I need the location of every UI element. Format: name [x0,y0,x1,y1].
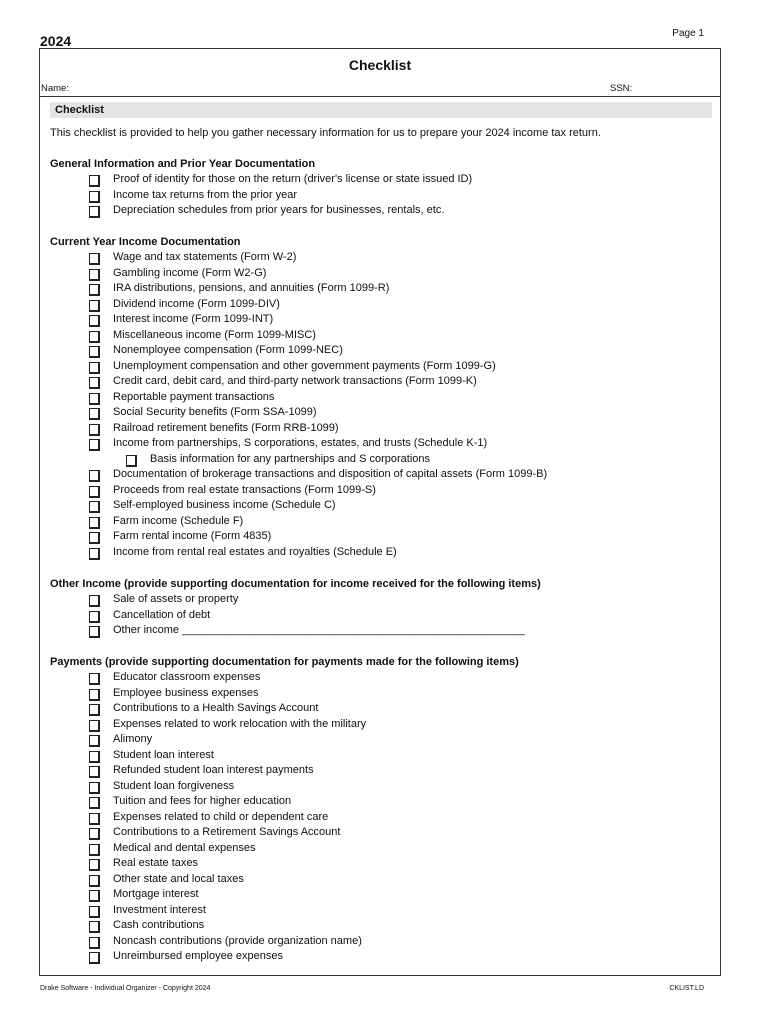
checklist-item [50,686,710,702]
checkbox[interactable] [89,346,100,358]
checklist-item [50,903,710,919]
checklist-item [50,328,710,344]
item-label: Income tax returns from the prior year [113,188,298,201]
item-label: Contributions to a Retirement Savings Account [113,826,341,838]
item-label: Basis information for any partnerships and S corporations [150,452,431,465]
checkbox[interactable] [89,424,100,436]
item-label: Noncash contributions (provide organization name) [113,934,362,947]
item-label: Student loan interest [113,748,214,761]
checklist-item [50,266,710,282]
section-heading: Current Year Income Documentation [50,236,241,248]
item-label: Proceeds from real estate transactions (Form 1099-S) [113,483,376,496]
checklist-form [39,48,721,976]
checkbox[interactable] [89,782,100,794]
footer-form-code: CKLIST.LD [669,985,704,992]
checklist-item [50,934,710,950]
checkbox[interactable] [89,751,100,763]
name-label: Name: [41,83,69,94]
checkbox[interactable] [89,501,100,513]
item-label: Farm rental income (Form 4835) [113,530,272,542]
item-label: Social Security benefits (Form SSA-1099) [113,406,317,418]
item-label: Student loan forgiveness [113,779,235,792]
checklist-item [50,203,710,219]
checkbox[interactable] [89,735,100,747]
item-label: Real estate taxes [113,857,198,869]
checkbox[interactable] [89,269,100,281]
checkbox[interactable] [89,408,100,420]
checkbox[interactable] [89,813,100,825]
checklist-item [50,717,710,733]
checkbox[interactable] [89,253,100,265]
section-banner: Checklist [50,102,712,118]
item-label: Farm income (Schedule F) [113,514,244,527]
checklist-item [50,623,710,639]
checklist-item [50,514,710,530]
section-payments [50,655,710,965]
checklist-item [50,918,710,934]
checkbox[interactable] [89,362,100,374]
item-label: Contributions to a Health Savings Account [113,702,319,714]
checkbox[interactable] [89,548,100,560]
checklist-item [50,281,710,297]
item-label: Educator classroom expenses [113,671,261,683]
checkbox[interactable] [89,952,100,964]
item-label: Interest income (Form 1099-INT) [113,313,274,325]
checkbox[interactable] [89,439,100,451]
checkbox[interactable] [89,921,100,933]
section-heading: Payments (provide supporting documentation for payments made for the following items) [50,656,519,668]
checkbox[interactable] [89,844,100,856]
item-label: Sale of assets or property [113,593,239,605]
checklist-item [50,467,710,483]
checklist-item [50,748,710,764]
item-label: Dividend income (Form 1099-DIV) [113,297,280,310]
checkbox[interactable] [89,906,100,918]
checklist-item [50,436,710,452]
checkbox[interactable] [89,284,100,296]
checklist-item [50,297,710,313]
checklist-item [50,592,710,608]
checklist-item [50,856,710,872]
checkbox[interactable] [89,890,100,902]
checklist-item [50,701,710,717]
item-label: Expenses related to child or dependent care [113,810,329,823]
checklist-item [50,763,710,779]
checkbox[interactable] [89,689,100,701]
checklist-item [50,359,710,375]
checkbox[interactable] [89,673,100,685]
checklist-sub-item [50,452,710,468]
item-label: Cancellation of debt [113,608,211,621]
checkbox[interactable] [89,704,100,716]
checkbox[interactable] [126,455,137,467]
checklist-item [50,172,710,188]
checkbox[interactable] [89,486,100,498]
item-label: Railroad retirement benefits (Form RRB-1099) [113,421,339,434]
checklist-item [50,887,710,903]
item-label: Gambling income (Form W2-G) [113,266,267,279]
checkbox[interactable] [89,797,100,809]
checklist-item [50,794,710,810]
item-label: Employee business expenses [113,686,259,699]
checkbox[interactable] [89,206,100,218]
item-label: Mortgage interest [113,888,199,900]
item-label: Alimony [113,733,153,745]
footer-copyright: Drake Software - Individual Organizer - Copyright 2024 [40,985,211,992]
checkbox[interactable] [89,766,100,778]
section-general [50,157,710,219]
checkbox[interactable] [89,191,100,203]
checklist-item [50,390,710,406]
checklist-item [50,529,710,545]
item-label: Proof of identity for those on the return (driver's license or state issued ID) [113,173,473,185]
item-label: Tuition and fees for higher education [113,795,292,807]
intro-text: This checklist is provided to help you gather necessary information for us to prepare your 2024 income tax return. [50,127,601,139]
item-label: Wage and tax statements (Form W-2) [113,251,297,263]
checkbox[interactable] [89,532,100,544]
checkbox[interactable] [89,377,100,389]
section-other-income [50,577,710,639]
checkbox[interactable] [89,300,100,312]
name-ssn-row [40,83,720,97]
item-label: Income from partnerships, S corporations, estates, and trusts (Schedule K-1) [113,437,488,449]
checklist-item [50,498,710,514]
checkbox[interactable] [89,315,100,327]
item-label: Other income ________________________________________________________ [113,624,525,636]
checklist-item [50,421,710,437]
item-label: Unemployment compensation and other government payments (Form 1099-G) [113,359,496,372]
checkbox[interactable] [89,875,100,887]
item-label: Other state and local taxes [113,872,244,885]
checklist-item [50,312,710,328]
checkbox[interactable] [89,626,100,638]
checklist-item [50,872,710,888]
ssn-label: SSN: [610,83,633,94]
checkbox[interactable] [89,611,100,623]
checklist-item [50,949,710,965]
item-label: Cash contributions [113,919,205,931]
item-label: Unreimbursed employee expenses [113,950,283,962]
checklist-item [50,374,710,390]
checklist-item [50,483,710,499]
checklist-item [50,250,710,266]
checklist-item [50,188,710,204]
item-label: Income from rental real estates and royalties (Schedule E) [113,545,397,558]
item-label: Depreciation schedules from prior years for businesses, rentals, etc. [113,204,445,216]
checklist-item [50,841,710,857]
checklist-item [50,405,710,421]
checklist-item [50,343,710,359]
checkbox[interactable] [89,175,100,187]
item-label: Nonemployee compensation (Form 1099-NEC) [113,344,343,356]
tax-year: 2024 [40,33,72,49]
checkbox[interactable] [89,517,100,529]
checkbox[interactable] [89,393,100,405]
checklist-item [50,810,710,826]
checklist-item [50,825,710,841]
item-label: Miscellaneous income (Form 1099-MISC) [113,328,316,341]
checkbox[interactable] [89,859,100,871]
item-label: Self-employed business income (Schedule C) [113,499,336,511]
checklist-item [50,670,710,686]
checkbox[interactable] [89,828,100,840]
form-title: Checklist [348,57,412,73]
page-number: Page 1 [672,28,704,39]
item-label: Reportable payment transactions [113,390,275,403]
checklist-item [50,779,710,795]
checkbox[interactable] [89,470,100,482]
item-label: IRA distributions, pensions, and annuities (Form 1099-R) [113,282,390,294]
item-label: Refunded student loan interest payments [113,764,314,776]
checkbox[interactable] [89,595,100,607]
item-label: Medical and dental expenses [113,841,256,854]
checkbox[interactable] [89,937,100,949]
checkbox[interactable] [89,720,100,732]
item-label: Documentation of brokerage transactions and disposition of capital assets (Form 1099-B) [113,468,548,480]
checklist-item [50,608,710,624]
checklist-item [50,732,710,748]
item-label: Credit card, debit card, and third-party network transactions (Form 1099-K) [113,375,477,387]
checklist-item [50,545,710,561]
item-label: Expenses related to work relocation with the military [113,717,367,730]
section-heading: General Information and Prior Year Documentation [50,158,316,170]
checkbox[interactable] [89,331,100,343]
item-label: Investment interest [113,903,206,916]
section-heading: Other Income (provide supporting documentation for income received for the following items) [50,578,541,590]
section-income [50,235,710,560]
